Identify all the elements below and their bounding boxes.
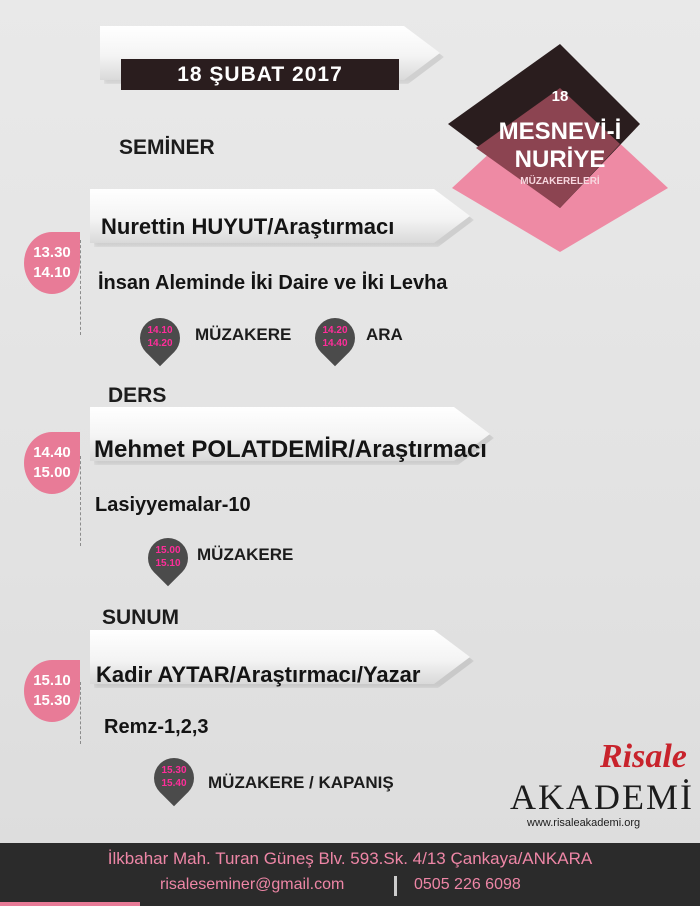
time-end-2: 15.00 [33, 464, 71, 481]
pin-3a-end: 15.40 [161, 778, 187, 789]
time-end-3: 15.30 [33, 692, 71, 709]
speaker-1: Nurettin HUYUT/Araştırmacı [101, 214, 395, 239]
time-end-1: 14.10 [33, 264, 71, 281]
speaker-2: Mehmet POLATDEMİR/Araştırmacı [94, 436, 487, 463]
time-blob-2 [24, 432, 80, 494]
topic-1: İnsan Aleminde İki Daire ve İki Levha [98, 272, 448, 294]
time-start-1: 13.30 [33, 244, 71, 261]
break-label-1b: ARA [366, 325, 403, 344]
pin-3a-start: 15.30 [161, 765, 187, 776]
pin-1a-time [137, 324, 183, 350]
footer-accent-bar [0, 902, 140, 906]
pin-3a-time [151, 764, 197, 790]
break-label-1a: MÜZAKERE [195, 325, 292, 344]
timeline-line-2 [80, 456, 82, 546]
badge-title-2: NURİYE [514, 146, 606, 173]
timeline-line-3 [80, 682, 82, 744]
section-ders: DERS [108, 384, 167, 407]
pin-2a-start: 15.00 [155, 545, 181, 556]
footer-phone[interactable]: 0505 226 6098 [414, 876, 521, 893]
break-label-3a: MÜZAKERE / KAPANIŞ [208, 773, 394, 792]
badge-subtitle: MÜZAKERELERİ [520, 176, 600, 187]
badge-number: 18 [551, 88, 569, 105]
badge-title-1: MESNEVİ-İ [498, 118, 622, 145]
footer-email[interactable]: risaleseminer@gmail.com [160, 876, 345, 893]
topic-2: Lasiyyemalar-10 [95, 494, 251, 516]
footer-separator [394, 876, 397, 896]
speaker-3: Kadir AYTAR/Araştırmacı/Yazar [96, 662, 421, 687]
pin-1a-start: 14.10 [147, 325, 173, 336]
break-label-2a: MÜZAKERE [197, 545, 294, 564]
logo-url[interactable]: www.risaleakademi.org [527, 817, 641, 829]
section-seminer: SEMİNER [119, 136, 215, 159]
pin-1a-end: 14.20 [147, 338, 173, 349]
timeline-line-1 [80, 240, 82, 335]
footer-address: İlkbahar Mah. Turan Güneş Blv. 593.Sk. 4/13 Çankaya/ANKARA [107, 849, 593, 868]
pin-2a-end: 15.10 [155, 558, 181, 569]
logo-risale: Risale [600, 738, 687, 775]
section-sunum: SUNUM [102, 606, 179, 629]
event-date: 18 ŞUBAT 2017 [121, 59, 399, 90]
time-start-2: 14.40 [33, 444, 71, 461]
logo-akademi: AKADEMİ [510, 777, 694, 817]
pin-1b-time [312, 324, 358, 350]
time-blob-1 [24, 232, 80, 294]
pin-1b-end: 14.40 [322, 338, 348, 349]
topic-3: Remz-1,2,3 [104, 716, 209, 738]
pin-2a-time [145, 544, 191, 570]
time-blob-3 [24, 660, 80, 722]
time-start-3: 15.10 [33, 672, 71, 689]
pin-1b-start: 14.20 [322, 325, 348, 336]
